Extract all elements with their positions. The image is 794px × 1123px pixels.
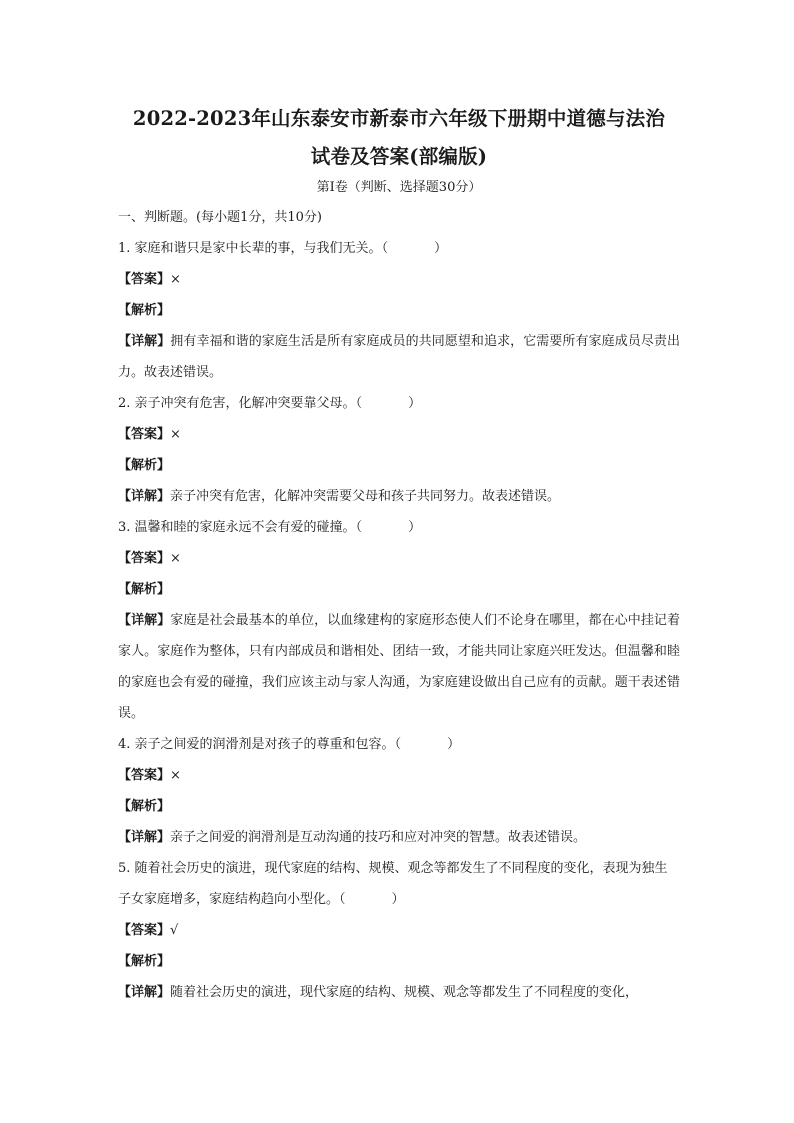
detail-label: 【详解】 — [118, 613, 171, 628]
paren-close: ） — [408, 520, 422, 535]
detail-label: 【详解】 — [118, 334, 171, 349]
analysis-label: 【解析】 — [118, 954, 171, 969]
question-number: 5. — [118, 861, 131, 876]
paren-close: ） — [434, 241, 448, 256]
question-number: 4. — [118, 737, 131, 752]
answer-value: × — [170, 427, 181, 442]
analysis-line — [118, 946, 680, 977]
detail-label: 【详解】 — [118, 830, 171, 845]
detail-paragraph — [118, 326, 680, 388]
question-number: 3. — [118, 520, 131, 535]
part-header: 一、判断题。(每小题1分，共10分) — [118, 210, 322, 225]
answer-value: × — [170, 768, 181, 783]
answer-value: × — [170, 272, 181, 287]
detail-paragraph — [118, 605, 680, 729]
detail-text: 家庭是社会最基本的单位，以血缘建构的家庭形态使人们不论身在哪里，都在心中挂记着家人。家庭作为整体，只有内部成员和谐相处、团结一致，才能共同让家庭兴旺发达。但温馨和睦的家庭也会有爱的碰撞，我们应该主动与家人沟通，为家庭建设做出自己应有的贡献。题干表述错误。 — [118, 613, 680, 721]
question-block-5 — [118, 853, 680, 1008]
question-stem — [118, 233, 680, 264]
paren-open: （ — [355, 520, 363, 535]
detail-paragraph — [118, 481, 680, 512]
answer-line — [118, 915, 680, 946]
analysis-label: 【解析】 — [118, 582, 171, 597]
title-line-2: 试卷及答案(部编版) — [310, 145, 488, 168]
question-block-1 — [118, 233, 680, 388]
paren-close: ） — [408, 396, 422, 411]
analysis-line — [118, 295, 680, 326]
analysis-label: 【解析】 — [118, 303, 171, 318]
analysis-line — [118, 791, 680, 822]
question-text: 家庭和谐只是家中长辈的事，与我们无关。 — [134, 241, 382, 256]
question-stem — [118, 512, 680, 543]
detail-text: 随着社会历史的演进，现代家庭的结构、规模、观念等都发生了不同程度的变化， — [170, 985, 639, 1000]
answer-line — [118, 264, 680, 295]
detail-paragraph — [118, 977, 680, 1008]
title-line-1: 2022-2023年山东泰安市新泰市六年级下册期中道德与法治 — [132, 107, 666, 130]
answer-label: 【答案】 — [118, 923, 171, 938]
answer-value: √ — [170, 923, 179, 938]
paren-close: ） — [447, 737, 461, 752]
question-text: 亲子冲突有危害，化解冲突要靠父母。 — [134, 396, 356, 411]
question-block-3 — [118, 512, 680, 729]
detail-label: 【详解】 — [118, 489, 171, 504]
question-text: 温馨和睦的家庭永远不会有爱的碰撞。 — [134, 520, 356, 535]
question-stem — [118, 729, 680, 760]
question-block-4 — [118, 729, 680, 853]
answer-label: 【答案】 — [118, 768, 171, 783]
question-number: 1. — [118, 241, 131, 256]
analysis-label: 【解析】 — [118, 799, 171, 814]
document-title — [118, 100, 680, 176]
question-stem — [118, 853, 680, 915]
answer-value: × — [170, 551, 181, 566]
paren-open: （ — [394, 737, 402, 752]
question-number: 2. — [118, 396, 131, 411]
answer-label: 【答案】 — [118, 272, 171, 287]
paren-open: （ — [381, 241, 389, 256]
paren-close: ） — [391, 892, 405, 907]
question-text: 随着社会历史的演进，现代家庭的结构、规模、观念等都发生了不同程度的变化，表现为独生子女家庭增多，家庭结构趋向小型化。 — [118, 861, 668, 907]
detail-label: 【详解】 — [118, 985, 171, 1000]
detail-text: 亲子冲突有危害，化解冲突需要父母和孩子共同努力。故表述错误。 — [170, 489, 561, 504]
analysis-line — [118, 450, 680, 481]
answer-label: 【答案】 — [118, 551, 171, 566]
analysis-line — [118, 574, 680, 605]
paren-open: （ — [355, 396, 363, 411]
analysis-label: 【解析】 — [118, 458, 171, 473]
section-header: 第Ⅰ卷（判断、选择题30分） — [316, 180, 482, 195]
detail-text: 亲子之间爱的润滑剂是互动沟通的技巧和应对冲突的智慧。故表述错误。 — [170, 830, 587, 845]
detail-paragraph — [118, 822, 680, 853]
answer-label: 【答案】 — [118, 427, 171, 442]
detail-text: 拥有幸福和谐的家庭生活是所有家庭成员的共同愿望和追求，它需要所有家庭成员尽责出力。故表述错误。 — [118, 334, 680, 380]
answer-line — [118, 760, 680, 791]
question-block-2 — [118, 388, 680, 512]
answer-line — [118, 419, 680, 450]
question-text: 亲子之间爱的润滑剂是对孩子的尊重和包容。 — [134, 737, 395, 752]
answer-line — [118, 543, 680, 574]
question-stem — [118, 388, 680, 419]
document-page — [118, 100, 680, 1008]
paren-open: （ — [339, 892, 346, 907]
